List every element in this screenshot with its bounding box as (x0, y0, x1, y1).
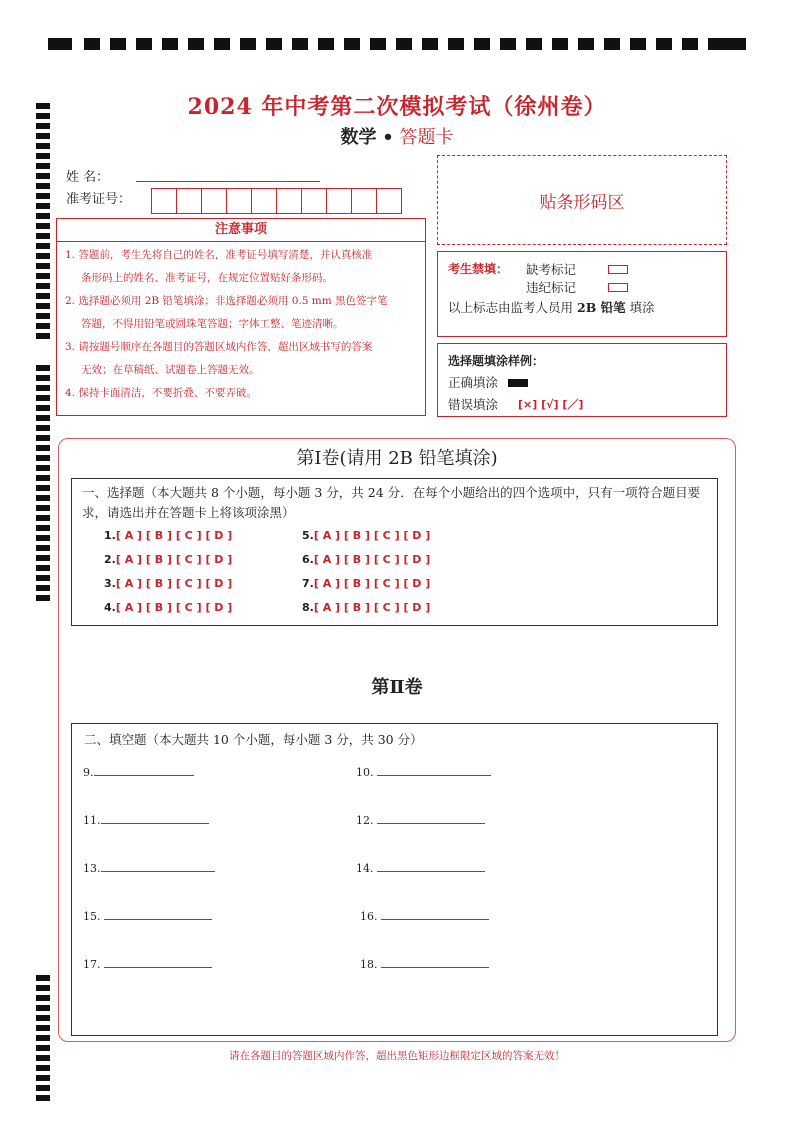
proctor-title: 考生禁填： (448, 262, 509, 276)
notice-item: 答题，不得用铅笔或圆珠笔答题；字体工整、笔迹清晰。 (81, 318, 344, 330)
fill-question-9[interactable] (83, 765, 194, 779)
name-label: 姓 名： (66, 170, 110, 185)
exam-title: 2024 年中考第二次模拟考试（徐州卷） (187, 94, 607, 120)
subject-label: 数学 (340, 127, 377, 148)
notice-heading: 注意事项 (57, 219, 425, 242)
id-digit-box[interactable] (226, 188, 252, 214)
proctor-note-bold: 2B 铅笔 (577, 300, 626, 315)
question-number: 3. (104, 577, 116, 590)
timing-marks-left-middle (36, 365, 50, 605)
exam-id-boxes[interactable] (152, 188, 402, 214)
correct-label: 正确填涂 (448, 375, 499, 390)
answer-line[interactable] (381, 909, 489, 920)
fill-question-10[interactable] (356, 765, 491, 779)
mc-question-1[interactable] (104, 529, 232, 542)
proctor-note-prefix: 以上标志由监考人员用 (448, 300, 574, 315)
fill-question-17[interactable] (83, 957, 212, 971)
notice-item: 2. 选择题必须用 2B 铅笔填涂；非选择题必须用 0.5 mm 黑色签字笔 (65, 295, 388, 307)
mc-options[interactable]: [ A ] [ B ] [ C ] [ D ] (115, 601, 233, 614)
question-number: 9. (83, 766, 94, 779)
question-number: 10. (356, 766, 374, 779)
correct-fill-mark (508, 374, 528, 389)
mc-question-6[interactable] (302, 553, 430, 566)
answer-line[interactable] (377, 861, 485, 872)
question-number: 12. (356, 814, 374, 827)
notice-item: 1. 答题前，考生先将自己的姓名，准考证号填写清楚，并认真核准 (65, 249, 373, 261)
answer-line[interactable] (377, 765, 491, 776)
mc-options[interactable]: [ A ] [ B ] [ C ] [ D ] (115, 553, 233, 566)
mc-options[interactable]: [ A ] [ B ] [ C ] [ D ] (115, 577, 233, 590)
answer-line[interactable] (101, 813, 209, 824)
question-number: 5. (302, 529, 314, 542)
id-digit-box[interactable] (351, 188, 377, 214)
answer-line[interactable] (94, 765, 194, 776)
timing-marks-left-lower (36, 975, 50, 1105)
fill-question-12[interactable] (356, 813, 485, 827)
violation-label: 违纪标记 (526, 280, 577, 295)
question-number: 7. (302, 577, 314, 590)
name-input-line[interactable] (136, 180, 320, 182)
barcode-area (437, 155, 727, 245)
notice-box (56, 218, 426, 416)
id-digit-box[interactable] (376, 188, 402, 214)
proctor-note (448, 298, 655, 316)
violation-mark-box[interactable] (608, 279, 628, 294)
answer-line[interactable] (101, 861, 215, 872)
mc-question-7[interactable] (302, 577, 430, 590)
wrong-fill-marks: [×] [√] [／] (518, 398, 584, 411)
fill-question-14[interactable] (356, 861, 485, 875)
mc-question-5[interactable] (302, 529, 430, 542)
barcode-label: 贴条形码区 (539, 192, 625, 213)
fill-question-15[interactable] (83, 909, 212, 923)
mc-question-8[interactable] (302, 601, 430, 614)
question-number: 15. (83, 910, 101, 923)
answer-card-label: 答题卡 (399, 127, 454, 148)
answer-line[interactable] (381, 957, 489, 968)
answer-line[interactable] (104, 909, 212, 920)
question-number: 4. (104, 601, 116, 614)
exam-subtitle (0, 123, 794, 149)
sample-title: 选择题填涂样例： (448, 354, 545, 368)
question-number: 8. (302, 601, 314, 614)
fill-question-18[interactable] (360, 957, 489, 971)
question-number: 17. (83, 958, 101, 971)
id-digit-box[interactable] (326, 188, 352, 214)
mc-options[interactable]: [ A ] [ B ] [ C ] [ D ] (313, 553, 431, 566)
mc-options[interactable]: [ A ] [ B ] [ C ] [ D ] (313, 577, 431, 590)
mc-question-3[interactable] (104, 577, 232, 590)
id-digit-box[interactable] (201, 188, 227, 214)
mc-question-4[interactable] (104, 601, 232, 614)
question-number: 2. (104, 553, 116, 566)
part2-title: 第Ⅱ卷 (371, 677, 423, 698)
mc-options[interactable]: [ A ] [ B ] [ C ] [ D ] (115, 529, 233, 542)
question-number: 11. (83, 814, 101, 827)
timing-marks-top (48, 38, 748, 50)
id-digit-box[interactable] (301, 188, 327, 214)
question-number: 13. (83, 862, 101, 875)
part1-title: 第Ⅰ卷(请用 2B 铅笔填涂) (296, 448, 498, 469)
notice-item: 4. 保持卡面清洁，不要折叠、不要弄破。 (65, 387, 257, 399)
wrong-label: 错误填涂 (448, 397, 499, 412)
absent-mark-box[interactable] (608, 261, 628, 276)
notice-item: 3. 请按题号顺序在各题目的答题区域内作答，超出区域书写的答案 (65, 341, 373, 353)
question-number: 14. (356, 862, 374, 875)
proctor-only-box (437, 251, 727, 337)
question-number: 18. (360, 958, 378, 971)
multiple-choice-box (71, 478, 718, 626)
answer-line[interactable] (377, 813, 485, 824)
subtitle-dot: • (382, 127, 394, 148)
fill-question-13[interactable] (83, 861, 215, 875)
notice-item: 无效；在草稿纸、试题卷上答题无效。 (81, 364, 260, 376)
mc-question-2[interactable] (104, 553, 232, 566)
fill-sample-box (437, 343, 727, 417)
question-number: 16. (360, 910, 378, 923)
mc-options[interactable]: [ A ] [ B ] [ C ] [ D ] (313, 529, 431, 542)
proctor-note-suffix: 填涂 (629, 300, 655, 315)
mc-options[interactable]: [ A ] [ B ] [ C ] [ D ] (313, 601, 431, 614)
question-number: 1. (104, 529, 116, 542)
id-digit-box[interactable] (251, 188, 277, 214)
answer-line[interactable] (104, 957, 212, 968)
fill-in-box (71, 723, 718, 1036)
exam-id-label: 准考证号： (66, 192, 132, 207)
footer-warning: 请在各题目的答题区域内作答，超出黑色矩形边框限定区域的答案无效！ (229, 1050, 565, 1062)
notice-item: 条形码上的姓名、准考证号，在规定位置贴好条形码。 (81, 272, 333, 284)
absent-label: 缺考标记 (526, 262, 577, 277)
id-digit-box[interactable] (176, 188, 202, 214)
fill-question-11[interactable] (83, 813, 209, 827)
id-digit-box[interactable] (151, 188, 177, 214)
fill-question-16[interactable] (360, 909, 489, 923)
fill-instructions: 二、填空题（本大题共 10 个小题，每小题 3 分，共 30 分） (84, 732, 423, 747)
id-digit-box[interactable] (276, 188, 302, 214)
question-number: 6. (302, 553, 314, 566)
mc-instructions: 一、选择题（本大题共 8 个小题，每小题 3 分，共 24 分．在每个小题给出的四个选项中，只有一项符合题目要求，请选出并在答题卡上将该项涂黑） (82, 485, 701, 520)
